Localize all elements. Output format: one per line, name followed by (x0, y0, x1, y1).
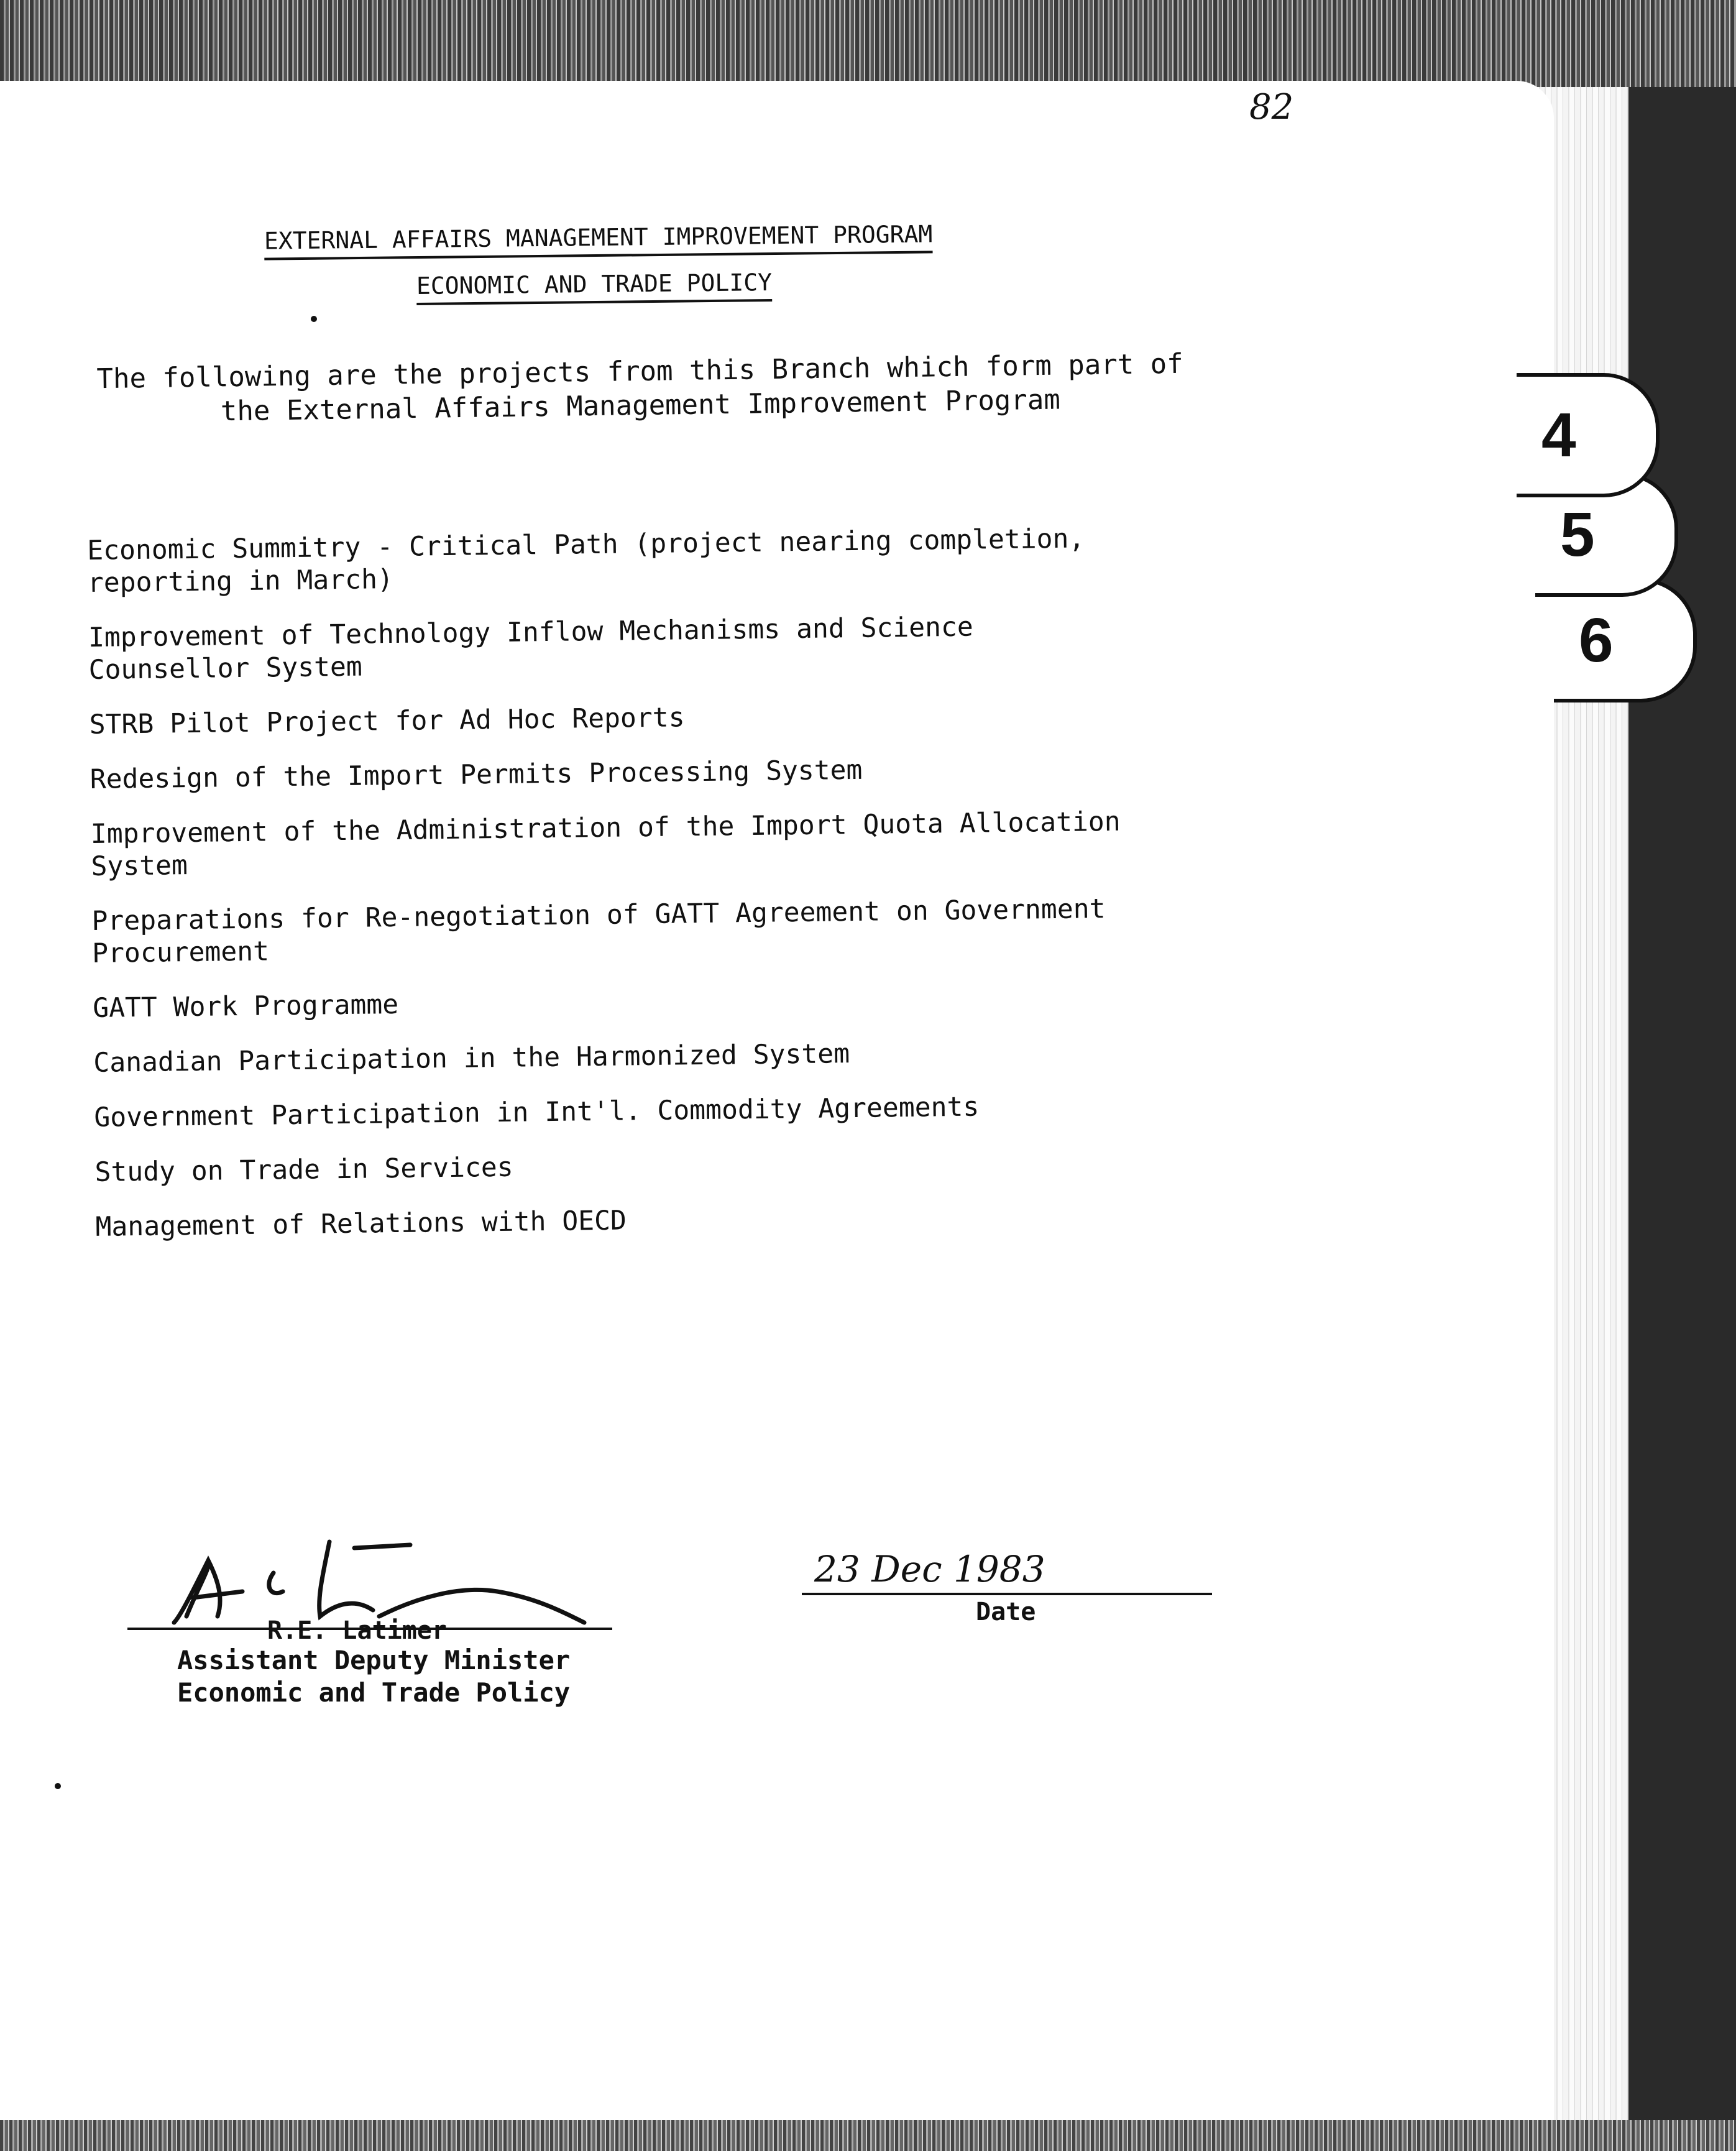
list-item: Economic Summitry - Critical Path (project nearing completion, reporting in March) (87, 523, 1085, 599)
list-item: Canadian Participation in the Harmonized System (93, 1038, 850, 1079)
scan-speck (311, 316, 317, 322)
page-number: 82 (1249, 87, 1294, 127)
signer-title-line: Economic and Trade Policy (177, 1677, 571, 1708)
signer-name: R.E. Latimer (267, 1616, 447, 1645)
scan-speck (55, 1783, 61, 1789)
list-item: GATT Work Programme (93, 988, 399, 1024)
intro-paragraph: The following are the projects from this Branch which form part of the External Affairs Management Improvement Program (96, 348, 1184, 428)
divider-tab-6[interactable] (1554, 578, 1697, 702)
tab-label: 4 (1541, 400, 1576, 470)
tab-label: 6 (1579, 605, 1614, 675)
list-item: Management of Relations with OECD (95, 1205, 627, 1243)
signer-title-line: Assistant Deputy Minister (177, 1645, 571, 1675)
document-title: EXTERNAL AFFAIRS MANAGEMENT IMPROVEMENT PROGRAM (264, 220, 933, 255)
signer-title (177, 1644, 570, 1709)
divider-tab-4[interactable] (1517, 373, 1660, 497)
document-subtitle: ECONOMIC AND TRADE POLICY (416, 269, 773, 300)
handwritten-date: 23 Dec 1983 (814, 1548, 1045, 1590)
list-item: STRB Pilot Project for Ad Hoc Reports (89, 702, 685, 740)
list-item: Preparations for Re-negotiation of GATT Agreement on Government Procurement (91, 893, 1106, 969)
tab-label: 5 (1560, 499, 1595, 569)
scan-border-top (0, 0, 1736, 87)
list-item: Study on Trade in Services (94, 1151, 513, 1188)
scan-border-bottom (0, 2120, 1736, 2151)
list-item: Government Participation in Int'l. Commodity Agreements (94, 1091, 980, 1133)
date-label: Date (976, 1598, 1036, 1626)
date-line (802, 1593, 1212, 1595)
list-item: Improvement of Technology Inflow Mechanisms and Science Counsellor System (88, 611, 974, 686)
list-item: Improvement of the Administration of the Import Quota Allocation System (90, 806, 1121, 882)
list-item: Redesign of the Import Permits Processing System (90, 754, 863, 795)
project-list (87, 522, 1152, 1266)
